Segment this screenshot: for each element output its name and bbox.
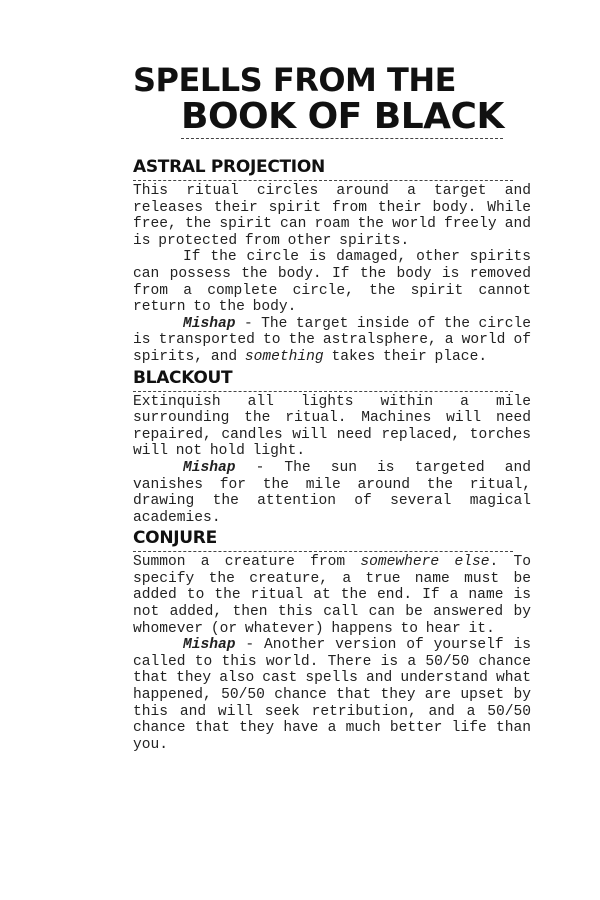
description-text-end: . To specify the creature, a true name must be added to the ritual at the end. If a name is not added, then this call can be answered by whomever (or whatever) happens to hear it. (133, 554, 532, 637)
title-line-1: SPELLS FROM THE (133, 61, 456, 99)
mishap-emphasis: something (244, 348, 324, 365)
page-title (133, 62, 531, 139)
spell-astral-projection (133, 157, 531, 366)
spell-heading: ASTRAL PROJECTION (133, 157, 325, 177)
title-divider (181, 138, 503, 139)
spell-divider (133, 180, 513, 181)
spell-heading: CONJURE (133, 528, 217, 549)
mishap-label: Mishap (183, 459, 236, 476)
spell-mishap (133, 460, 531, 526)
spell-mishap (133, 637, 531, 753)
spell-description: Extinquish all lights within a mile surrounding the ritual. Machines will need repaired, candles will need replaced, torches will not hold light. (133, 393, 531, 460)
description-emphasis: somewhere else (360, 554, 490, 571)
mishap-label: Mishap (183, 637, 236, 654)
mishap-label: Mishap (183, 315, 236, 332)
mishap-text-end: takes their place. (323, 348, 488, 365)
mishap-text: - The sun is targeted and vanishes for the mile around the ritual, drawing the attention of several magical academies. (133, 459, 531, 526)
spell-conjure (133, 528, 531, 753)
spell-mishap (133, 316, 531, 366)
spell-description (133, 554, 531, 637)
mishap-text: - Another version of yourself is called to this world. There is a 50/50 chance that they also cast spells and understand what happened, 50/50 chance that they are upset by this and will seek retribution, and a 50/50 chance that they have a much better life than you. (133, 637, 531, 753)
description-text: Summon a creature from (133, 554, 361, 571)
mishap-text: - The target inside of the circle is transported to the astralsphere, a world of spirits, and (133, 315, 531, 365)
spell-description-continued: If the circle is damaged, other spirits can possess the body. If the body is removed from a complete circle, the spirit cannot return to the body. (133, 249, 531, 316)
page-content (133, 62, 531, 753)
title-line-2: BOOK OF BLACK (181, 96, 504, 137)
spell-description: This ritual circles around a target and releases their spirit from their body. While free, the spirit can roam the world freely and is protected from other spirits. (133, 183, 531, 249)
spell-divider (133, 391, 513, 392)
spell-heading: BLACKOUT (133, 367, 233, 388)
spell-divider (133, 551, 513, 552)
spell-blackout (133, 368, 531, 527)
